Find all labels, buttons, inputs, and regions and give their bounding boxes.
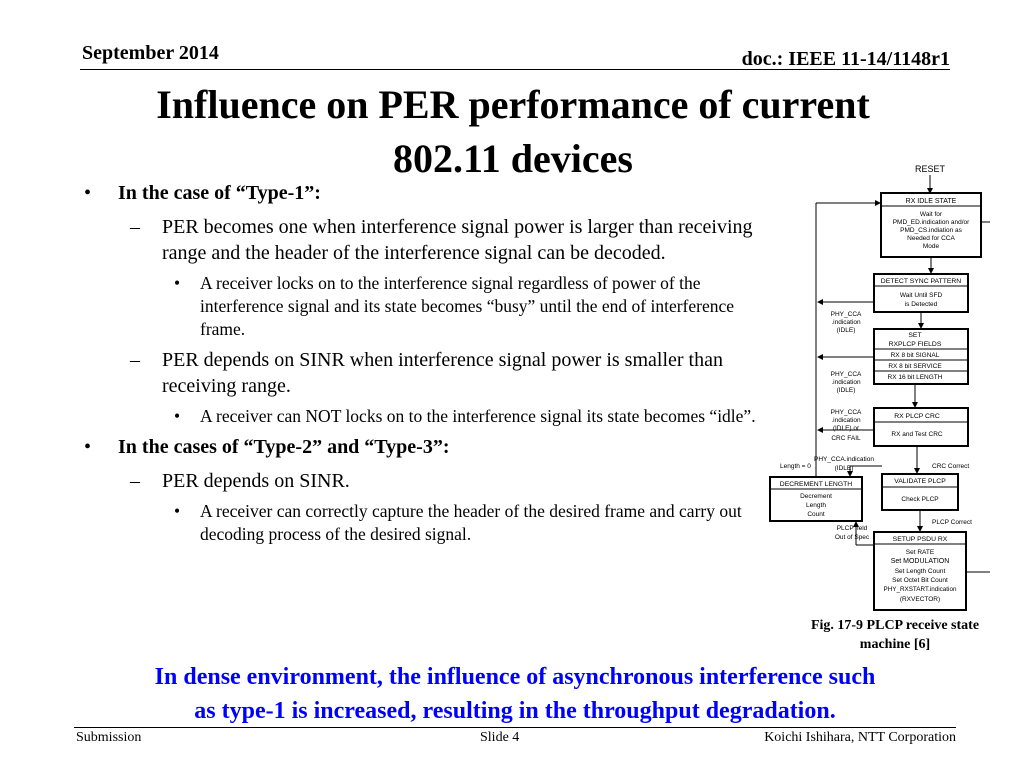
sub-bullet-per-one-text: PER becomes one when interference signal power is larger than receiving range and the header of the interference signal can be decoded. (162, 216, 753, 264)
state-rx-idle (881, 193, 981, 257)
sub-bullet-per-sinr-text: PER depends on SINR when interference signal power is smaller than receiving range. (162, 349, 723, 397)
state-setup-psdu-line: Set Length Count (894, 568, 946, 575)
label-length-zero: Length = 0 (780, 463, 811, 470)
conclusion-line-2: as type-1 is increased, resulting in the throughput degradation. (194, 698, 836, 724)
label-text: PHY_CCA (830, 371, 862, 378)
footer-author: Koichi Ishihara, NTT Corporation (764, 730, 956, 745)
state-set-line: RX 16 bit LENGTH (887, 374, 943, 381)
bullet-type2-type3 (82, 434, 762, 460)
label-text: PHY_CCA (830, 409, 862, 416)
state-rx-idle-title: RX IDLE STATE (905, 198, 957, 205)
footer-slide-number: Slide 4 (480, 730, 520, 745)
label-text: (IDLE) (836, 387, 856, 394)
state-set-title2: RXPLCP FIELDS (888, 341, 942, 348)
state-rx-plcp-crc-title: RX PLCP CRC (894, 413, 940, 420)
label-phy-cca-4 (814, 456, 874, 472)
sub-bullet-per-one (82, 214, 762, 266)
sub-bullet-per-sinr (82, 347, 762, 399)
label-text: CRC FAIL (831, 435, 861, 442)
state-detect-sync-line: Wait Until SFD (899, 292, 943, 299)
bullet-type2-type3-text: In the cases of “Type-2” and “Type-3”: (118, 436, 450, 458)
state-set-line: RX 8 bit SIGNAL (890, 352, 940, 359)
label-text: PLCP field (836, 525, 868, 532)
header-date: September 2014 (82, 42, 219, 64)
footer-rule (74, 727, 956, 728)
state-setup-psdu-line: Set RATE (905, 549, 935, 556)
label-text: .indication (831, 417, 861, 424)
state-setup-psdu-line: Set MODULATION (890, 558, 950, 565)
label-plcp-field-out-of-spec (835, 525, 870, 541)
state-detect-sync (874, 274, 968, 312)
subsub-bullet-capture-text: A receiver can correctly capture the header of the desired frame and carry out decoding process of the desired signal. (200, 501, 742, 544)
state-setup-psdu-line: Set Octet Bit Count (892, 577, 948, 584)
dash-marker: – (130, 470, 140, 492)
label-text: PHY_CCA.indication (814, 456, 874, 463)
state-setup-psdu-line: (RXVECTOR) (899, 596, 941, 603)
label-phy-cca-1 (831, 311, 862, 334)
label-text: (IDLE) or (832, 425, 860, 432)
state-validate-title: VALIDATE PLCP (894, 478, 946, 485)
label-text: .indication (831, 319, 861, 326)
state-rx-idle-line: PMD_CS.indiation as (900, 227, 962, 234)
state-detect-sync-title: DETECT SYNC PATTERN (880, 278, 962, 285)
bullet-type1 (82, 180, 762, 206)
slide-body (82, 180, 762, 552)
label-crc-correct: CRC Correct (932, 463, 970, 470)
bullet-marker: • (174, 273, 181, 293)
state-decrement-line: Length (806, 502, 826, 509)
state-decrement-title: DECREMENT LENGTH (779, 481, 853, 488)
header-rule (80, 69, 950, 70)
subsub-bullet-lock-text: A receiver locks on to the interference signal regardless of power of the interference signal and its state becomes “busy” until the end of interference frame. (200, 273, 735, 339)
state-decrement-line: Decrement (800, 493, 832, 500)
reset-label: RESET (914, 164, 946, 174)
bullet-marker: • (84, 182, 92, 204)
state-setup-psdu-line: PHY_RXSTART.indication (883, 586, 957, 593)
state-decrement-length (770, 477, 862, 521)
figure-caption-line-1: Fig. 17-9 PLCP receive state (810, 618, 980, 633)
state-rx-plcp-crc-line: RX and Test CRC (891, 431, 943, 438)
conclusion-statement (60, 660, 970, 728)
state-rx-idle-line: Wait for (919, 211, 943, 218)
bullet-marker: • (84, 436, 92, 458)
label-text: .indication (831, 379, 861, 386)
label-phy-cca-2 (831, 371, 862, 394)
footer-submission: Submission (76, 730, 142, 745)
state-validate-plcp (882, 474, 958, 510)
state-setup-psdu-rx (874, 532, 966, 610)
subsub-bullet-nolock (82, 405, 762, 428)
dash-marker: – (130, 216, 140, 238)
state-rx-idle-line: Mode (922, 243, 940, 250)
label-text: (IDLE) (836, 327, 856, 334)
state-decrement-line: Count (807, 511, 825, 518)
label-plcp-correct: PLCP Correct (932, 519, 972, 526)
state-set-rxplcp-fields (874, 329, 968, 384)
sub-bullet-sinr-text: PER depends on SINR. (162, 470, 350, 492)
sub-bullet-sinr (82, 468, 762, 494)
state-setup-psdu-title: SETUP PSDU RX (892, 536, 948, 543)
state-detect-sync-line: is Detected (904, 301, 938, 308)
state-set-line: RX 8 bit SERVICE (888, 363, 942, 370)
bullet-marker: • (174, 406, 181, 426)
label-text: Out of Spec (834, 534, 870, 541)
subsub-bullet-nolock-text: A receiver can NOT locks on to the interference signal its state becomes “idle”. (200, 406, 756, 426)
state-rx-idle-line: Needed for CCA (907, 235, 955, 242)
bullet-marker: • (174, 501, 181, 521)
slide-title-line-2: 802.11 devices (393, 136, 633, 181)
bullet-type1-text: In the case of “Type-1”: (118, 182, 321, 204)
label-phy-cca-3 (831, 409, 862, 442)
label-text: (IDLE) (834, 465, 854, 472)
conclusion-line-1: In dense environment, the influence of asynchronous interference such (154, 664, 876, 690)
slide-title-line-1: Influence on PER performance of current (156, 82, 870, 127)
subsub-bullet-lock (82, 272, 762, 341)
header-doc-id: doc.: IEEE 11-14/1148r1 (741, 48, 950, 70)
figure-caption-line-2: machine [6] (859, 637, 931, 652)
plcp-state-machine-diagram (760, 160, 1000, 615)
state-validate-line: Check PLCP (901, 496, 939, 503)
subsub-bullet-capture (82, 500, 762, 546)
label-text: PHY_CCA (830, 311, 862, 318)
figure-caption (776, 616, 1014, 654)
state-rx-idle-line: PMD_ED.indication and/or (892, 219, 970, 226)
dash-marker: – (130, 349, 140, 371)
state-rx-plcp-crc (874, 408, 968, 446)
state-set-title: SET (908, 332, 922, 339)
